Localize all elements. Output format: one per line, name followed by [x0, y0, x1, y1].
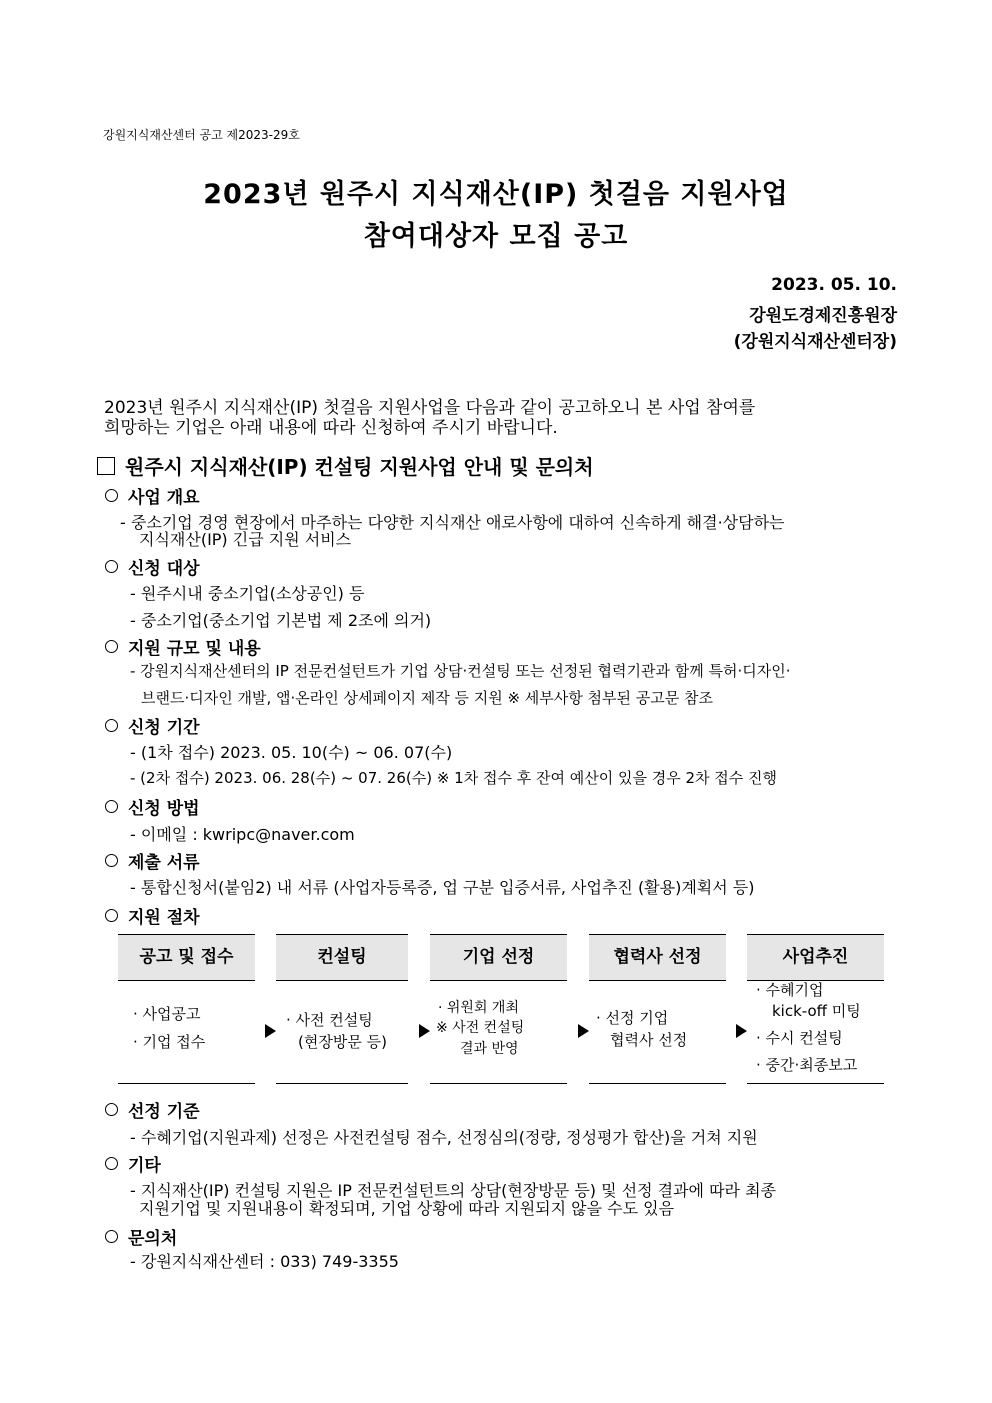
issuer-sub: (강원지식재산센터장) — [733, 332, 897, 352]
step-body — [596, 1008, 687, 1052]
method-heading — [105, 794, 200, 819]
checkbox-square-icon — [97, 457, 115, 475]
documents-heading-text: 제출 서류 — [128, 853, 200, 873]
page-title-line1: 2023년 원주시 지식재산(IP) 첫걸음 지원사업 — [203, 179, 789, 210]
criteria-heading — [105, 1097, 200, 1122]
procedure-heading — [105, 903, 200, 928]
divider — [430, 1083, 567, 1084]
other-heading-text: 기타 — [128, 1156, 161, 1176]
issuer: 강원도경제진흥원장 — [749, 306, 897, 326]
step-line: · 수시 컨설팅 — [756, 1029, 843, 1047]
step-title: 사업추진 — [747, 934, 884, 981]
documents-item: - 통합신청서(붙임2) 내 서류 (사업자등록증, 업 구분 입증서류, 사업추진 (활용)계획서 등) — [130, 878, 755, 897]
intro-line1: 2023년 원주시 지식재산(IP) 첫걸음 지원사업을 다음과 같이 공고하오니 본 사업 참여를 — [104, 398, 756, 418]
circle-bullet-icon — [105, 800, 118, 813]
overview-heading — [105, 483, 200, 508]
step-line: kick-off 미팅 — [772, 1002, 861, 1020]
overview-heading-text: 사업 개요 — [128, 488, 200, 508]
contact-heading-text: 문의처 — [128, 1229, 178, 1249]
step-line: · 위원회 개최 — [438, 1000, 519, 1016]
criteria-heading-text: 선정 기준 — [128, 1102, 200, 1122]
overview-line2: 지식재산(IP) 긴급 지원 서비스 — [139, 530, 352, 549]
eligibility-item: - 원주시내 중소기업(소상공인) 등 — [130, 584, 365, 603]
eligibility-item: - 중소기업(중소기업 기본법 제 2조에 의거) — [130, 611, 432, 630]
step-title: 공고 및 접수 — [118, 934, 255, 981]
procedure-heading-text: 지원 절차 — [128, 908, 200, 928]
contact-item: - 강원지식재산센터 : 033) 749-3355 — [130, 1252, 399, 1271]
intro-line2: 희망하는 기업은 아래 내용에 따라 신청하여 주시기 바랍니다. — [104, 418, 558, 438]
circle-bullet-icon — [105, 719, 118, 732]
divider — [118, 1083, 255, 1084]
overview-line1: - 중소기업 경영 현장에서 마주하는 다양한 지식재산 애로사항에 대하여 신속하게 해결·상담하는 — [120, 513, 785, 532]
circle-bullet-icon — [105, 640, 118, 653]
step-line: · 수혜기업 — [756, 981, 824, 999]
step-body — [756, 980, 861, 1076]
scale-heading-text: 지원 규모 및 내용 — [128, 639, 261, 659]
period-heading — [105, 713, 200, 738]
circle-bullet-icon — [105, 489, 118, 502]
step-title: 컨설팅 — [276, 934, 408, 981]
step-line: · 선정 기업 — [596, 1009, 669, 1027]
circle-bullet-icon — [105, 1103, 118, 1116]
method-heading-text: 신청 방법 — [128, 799, 200, 819]
period-item: - (1차 접수) 2023. 05. 10(수) ~ 06. 07(수) — [130, 743, 453, 762]
other-heading — [105, 1151, 161, 1176]
step-title: 협력사 선정 — [589, 934, 726, 981]
period-item: - (2차 접수) 2023. 06. 28(수) ~ 07. 26(수) ※ 1차 접수 후 잔여 예산이 있을 경우 2차 접수 진행 — [130, 769, 777, 787]
step-line: 협력사 선정 — [610, 1030, 688, 1049]
arrow-right-icon — [419, 1024, 430, 1038]
step-title: 기업 선정 — [430, 934, 567, 981]
contact-heading — [105, 1224, 177, 1249]
step-line: · 중간·최종보고 — [756, 1056, 858, 1074]
page-title-line2: 참여대상자 모집 공고 — [363, 221, 629, 252]
eligibility-heading-text: 신청 대상 — [128, 559, 200, 579]
section-title — [97, 451, 594, 480]
circle-bullet-icon — [105, 1157, 118, 1170]
circle-bullet-icon — [105, 909, 118, 922]
notice-number: 강원지식재산센터 공고 제2023-29호 — [103, 128, 300, 142]
step-line: 결과 반영 — [460, 1040, 519, 1057]
divider — [589, 1083, 726, 1084]
circle-bullet-icon — [105, 854, 118, 867]
scale-line1: - 강원지식재산센터의 IP 전문컨설턴트가 기업 상담·컨설팅 또는 선정된 협력기관과 함께 특허·디자인· — [130, 662, 791, 680]
divider — [276, 1083, 408, 1084]
notice-date: 2023. 05. 10. — [771, 275, 897, 295]
documents-heading — [105, 848, 200, 873]
circle-bullet-icon — [105, 1230, 118, 1243]
step-body — [286, 1010, 387, 1054]
arrow-right-icon — [578, 1024, 589, 1038]
criteria-item: - 수혜기업(지원과제) 선정은 사전컨설팅 점수, 선정심의(정량, 정성평가 합산)을 거쳐 지원 — [130, 1128, 758, 1147]
other-line1: - 지식재산(IP) 컨설팅 지원은 IP 전문컨설턴트의 상담(현장방문 등) 및 선정 결과에 따라 최종 — [130, 1181, 777, 1200]
eligibility-heading — [105, 554, 200, 579]
period-heading-text: 신청 기간 — [128, 718, 200, 738]
step-line: · 사전 컨설팅 — [286, 1011, 373, 1029]
step-line: · 기업 접수 — [133, 1032, 206, 1051]
divider — [747, 1083, 884, 1084]
method-item: - 이메일 : kwripc@naver.com — [130, 825, 355, 844]
step-line: · 사업공고 — [133, 1005, 201, 1023]
circle-bullet-icon — [105, 560, 118, 573]
step-line: (현장방문 등) — [298, 1032, 387, 1051]
step-line: ※ 사전 컨설팅 — [436, 1020, 525, 1037]
step-body — [133, 1004, 205, 1054]
scale-line2: 브랜드·디자인 개발, 앱·온라인 상세페이지 제작 등 지원 ※ 세부사항 첨부된 공고문 참조 — [141, 689, 713, 707]
scale-heading — [105, 634, 261, 659]
arrow-right-icon — [265, 1024, 276, 1038]
other-line2: 지원기업 및 지원내용이 확정되며, 기업 상황에 따라 지원되지 않을 수도 있음 — [139, 1199, 675, 1218]
arrow-right-icon — [736, 1024, 747, 1038]
step-body — [436, 998, 524, 1059]
section-title-text: 원주시 지식재산(IP) 컨설팅 지원사업 안내 및 문의처 — [125, 455, 594, 479]
